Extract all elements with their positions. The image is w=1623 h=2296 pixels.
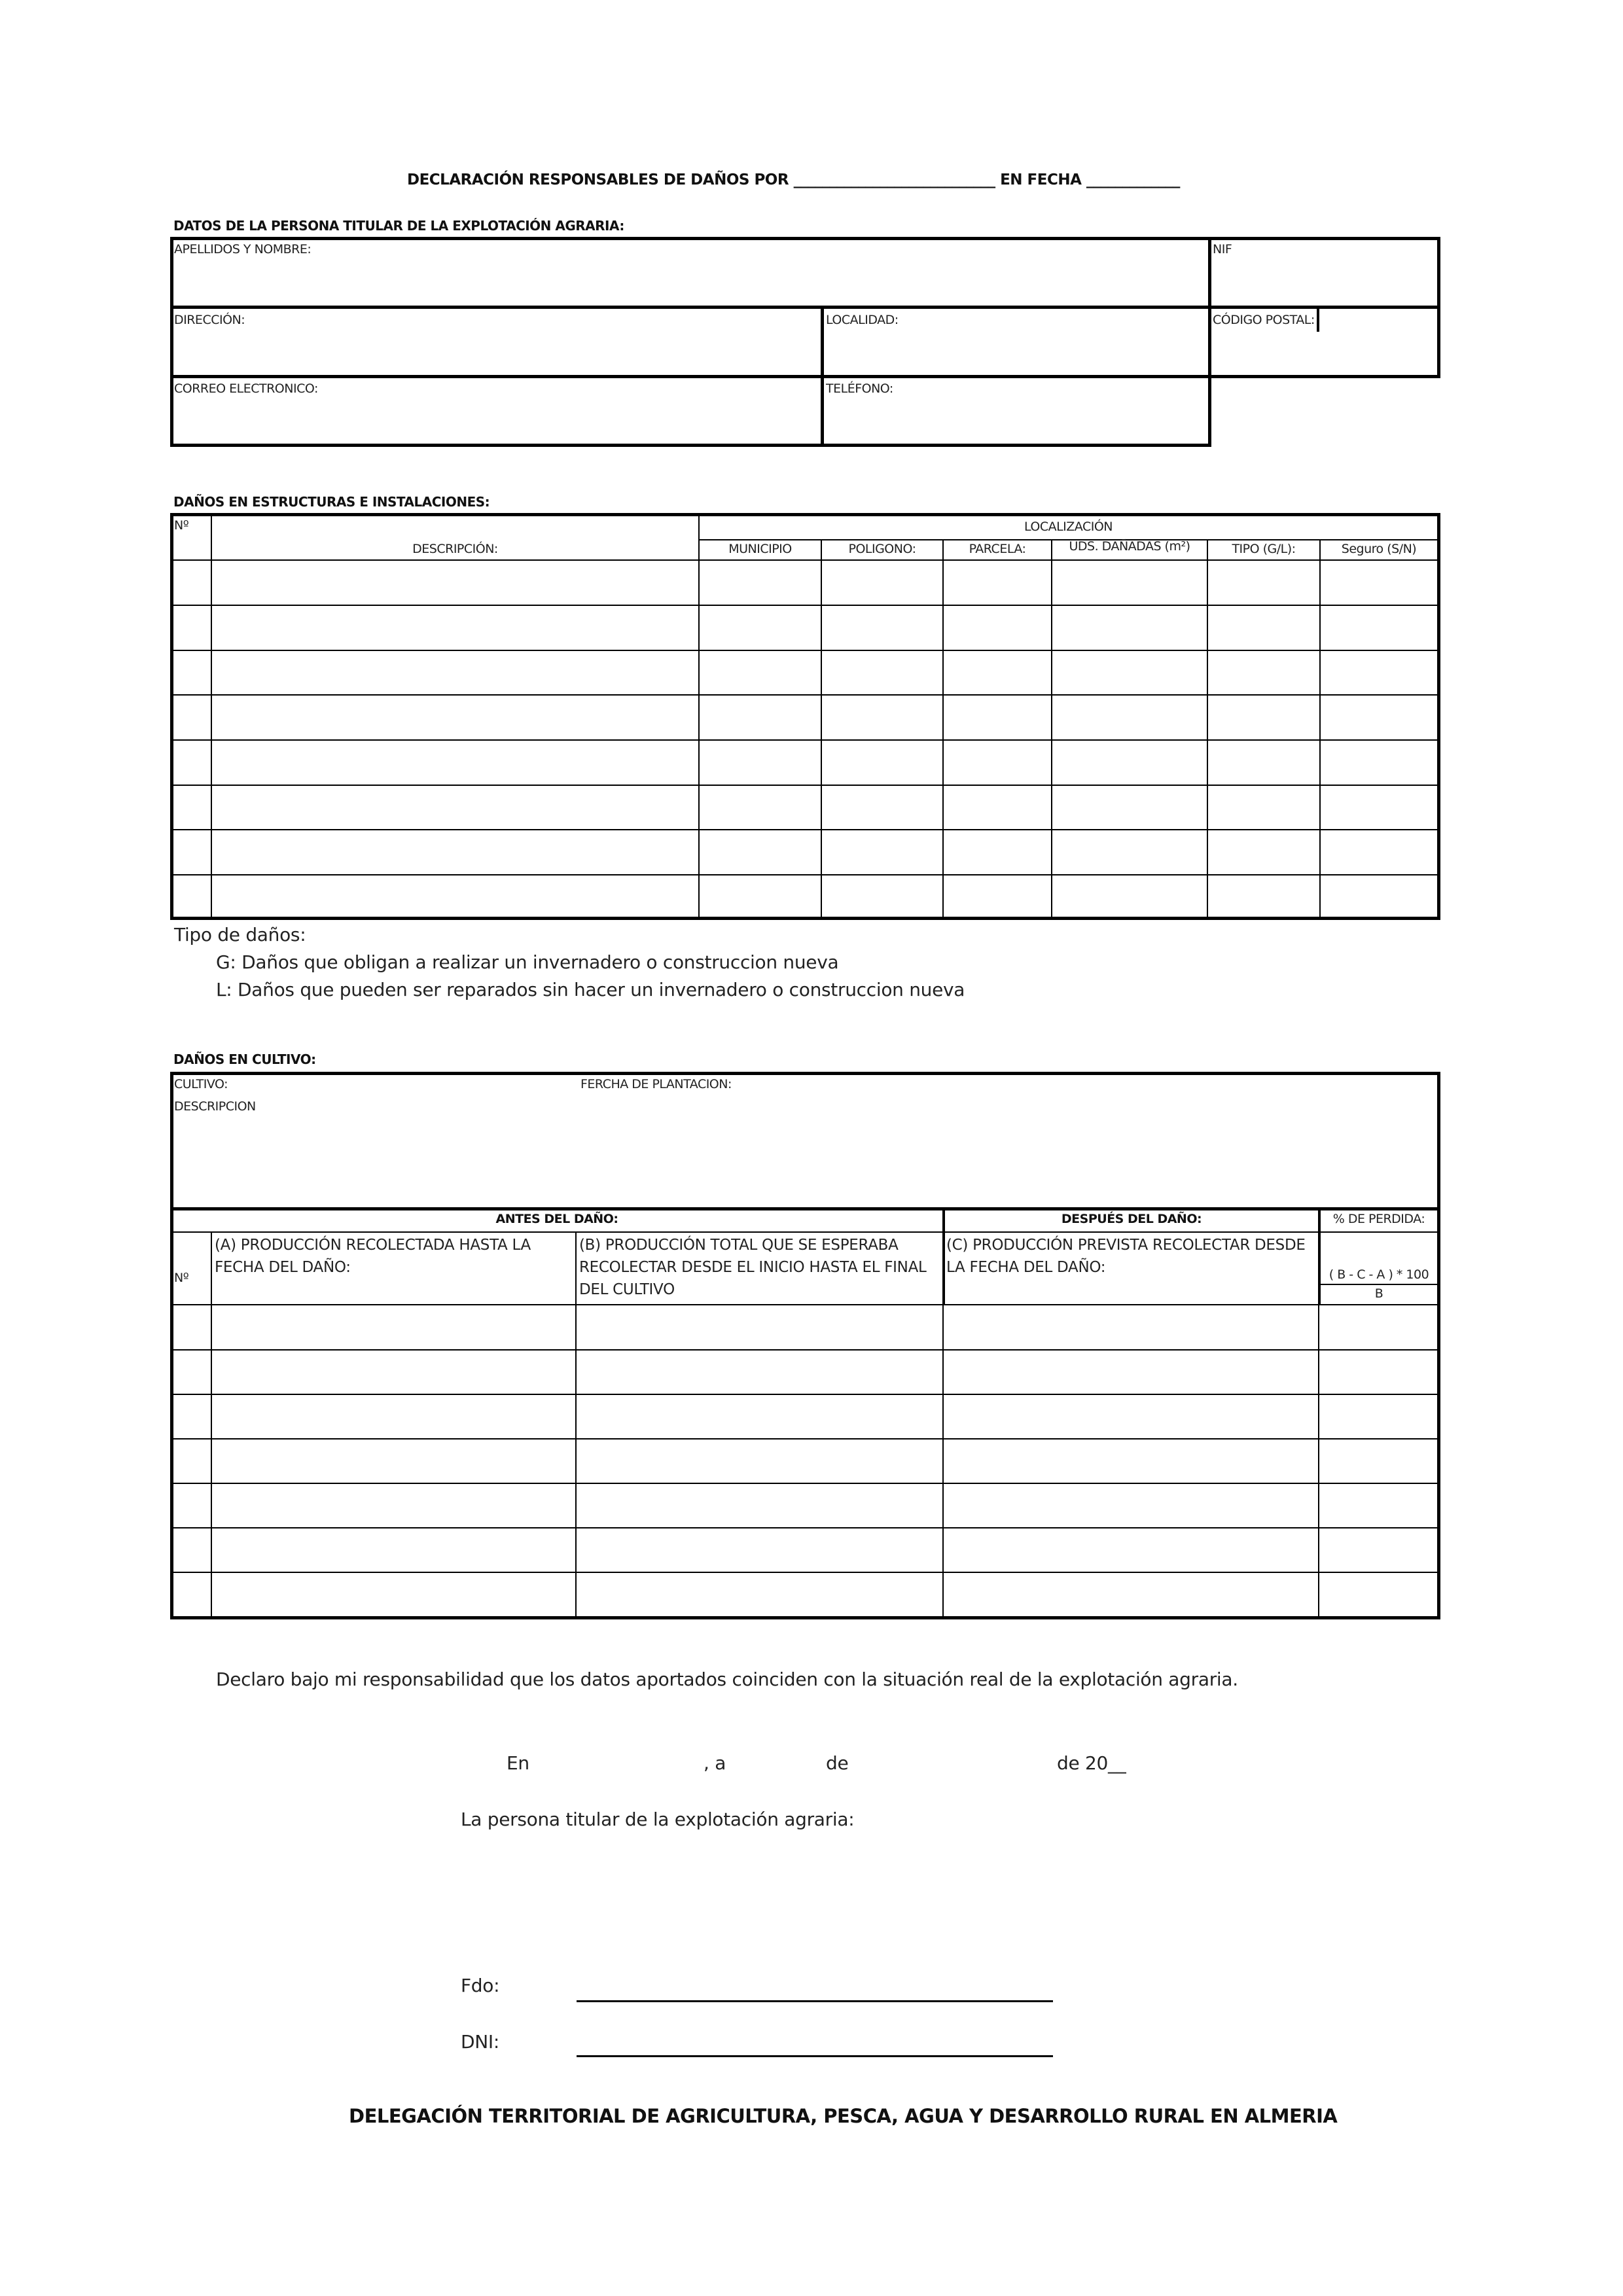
estructuras-cell-tipo[interactable] bbox=[1208, 786, 1319, 828]
estructuras-cell-municipio[interactable] bbox=[700, 830, 821, 872]
cultivo-cell-produccion-b[interactable] bbox=[577, 1484, 942, 1525]
cultivo-cell-perdida[interactable] bbox=[1319, 1484, 1437, 1525]
cultivo-cell-no[interactable] bbox=[171, 1528, 211, 1570]
cultivo-cell-no[interactable] bbox=[171, 1439, 211, 1481]
titular-section-title: DATOS DE LA PERSONA TITULAR DE LA EXPLOTACIÓN AGRARIA: bbox=[173, 218, 624, 234]
cultivo-cell-produccion-b[interactable] bbox=[577, 1351, 942, 1392]
estructuras-cell-parcela[interactable] bbox=[944, 696, 1051, 737]
estructuras-cell-municipio[interactable] bbox=[700, 606, 821, 648]
estructuras-cell-descripcion[interactable] bbox=[212, 561, 698, 603]
cultivo-cell-produccion-c[interactable] bbox=[944, 1484, 1318, 1525]
produccion-c-header: (C) PRODUCCIÓN PREVISTA RECOLECTAR DESDE LA FECHA DEL DAÑO: bbox=[946, 1237, 1306, 1276]
cultivo-cell-produccion-c[interactable] bbox=[944, 1351, 1318, 1392]
estructuras-cell-parcela[interactable] bbox=[944, 651, 1051, 693]
telefono-label: TELÉFONO: bbox=[826, 381, 893, 396]
estructuras-cell-no[interactable] bbox=[171, 651, 211, 693]
page-title: DECLARACIÓN RESPONSABLES DE DAÑOS POR ____________________________ EN FECHA _____________ bbox=[407, 171, 1180, 188]
nif-field[interactable] bbox=[1213, 259, 1434, 302]
cultivo-descripcion-label: DESCRIPCION bbox=[174, 1099, 256, 1114]
parcela-header: PARCELA: bbox=[969, 542, 1026, 556]
fdo-label: Fdo: bbox=[461, 1975, 500, 1996]
estructuras-cell-parcela[interactable] bbox=[944, 875, 1051, 917]
cultivo-cell-produccion-b[interactable] bbox=[577, 1528, 942, 1570]
cultivo-cell-perdida[interactable] bbox=[1319, 1305, 1437, 1347]
cultivo-no-header: Nº bbox=[174, 1271, 189, 1285]
cultivo-cell-no[interactable] bbox=[171, 1484, 211, 1525]
estructuras-cell-tipo[interactable] bbox=[1208, 875, 1319, 917]
estructuras-no-header: Nº bbox=[174, 518, 189, 533]
estructuras-cell-poligono[interactable] bbox=[822, 561, 942, 603]
tipo-danos-title: Tipo de daños: bbox=[174, 924, 306, 945]
localidad-label: LOCALIDAD: bbox=[826, 313, 899, 327]
estructuras-cell-municipio[interactable] bbox=[700, 651, 821, 693]
cultivo-section-title: DAÑOS EN CULTIVO: bbox=[173, 1051, 316, 1067]
estructuras-cell-parcela[interactable] bbox=[944, 606, 1051, 648]
cultivo-cell-produccion-b[interactable] bbox=[577, 1395, 942, 1436]
estructuras-cell-tipo[interactable] bbox=[1208, 741, 1319, 783]
cultivo-cell-produccion-c[interactable] bbox=[944, 1305, 1318, 1347]
perdida-header: % DE PERDIDA: bbox=[1332, 1212, 1425, 1226]
fecha-plantacion-label: FERCHA DE PLANTACION: bbox=[580, 1077, 732, 1091]
estructuras-cell-no[interactable] bbox=[171, 786, 211, 828]
estructuras-cell-uds-danadas[interactable] bbox=[1052, 696, 1207, 737]
correo-label: CORREO ELECTRONICO: bbox=[174, 381, 318, 396]
en-label: En bbox=[507, 1752, 529, 1774]
dni-line[interactable] bbox=[577, 2055, 1053, 2057]
estructuras-cell-seguro[interactable] bbox=[1321, 875, 1437, 917]
uds-danadas-header: UDS. DAÑADAS (m²) bbox=[1069, 539, 1190, 554]
cultivo-cell-perdida[interactable] bbox=[1319, 1573, 1437, 1614]
direccion-field[interactable] bbox=[174, 330, 817, 372]
cultivo-cell-produccion-a[interactable] bbox=[212, 1528, 575, 1570]
estructuras-cell-parcela[interactable] bbox=[944, 741, 1051, 783]
estructuras-cell-no[interactable] bbox=[171, 606, 211, 648]
estructuras-cell-tipo[interactable] bbox=[1208, 651, 1319, 693]
cultivo-cell-produccion-b[interactable] bbox=[577, 1573, 942, 1614]
cultivo-cell-no[interactable] bbox=[171, 1573, 211, 1614]
estructuras-cell-no[interactable] bbox=[171, 696, 211, 737]
cultivo-cell-produccion-c[interactable] bbox=[944, 1573, 1318, 1614]
cultivo-cell-no[interactable] bbox=[171, 1305, 211, 1347]
cultivo-cell-produccion-a[interactable] bbox=[212, 1395, 575, 1436]
estructuras-cell-parcela[interactable] bbox=[944, 561, 1051, 603]
seguro-header: Seguro (S/N) bbox=[1341, 542, 1417, 556]
poligono-header: POLIGONO: bbox=[848, 542, 916, 556]
cultivo-cell-produccion-a[interactable] bbox=[212, 1351, 575, 1392]
estructuras-cell-tipo[interactable] bbox=[1208, 830, 1319, 872]
despues-del-dano-header: DESPUÉS DEL DAÑO: bbox=[1061, 1212, 1202, 1226]
estructuras-cell-poligono[interactable] bbox=[822, 651, 942, 693]
estructuras-descripcion-header: DESCRIPCIÓN: bbox=[412, 542, 498, 556]
telefono-field[interactable] bbox=[826, 398, 1205, 440]
municipio-header: MUNICIPIO bbox=[728, 542, 792, 556]
estructuras-cell-uds-danadas[interactable] bbox=[1052, 606, 1207, 648]
estructuras-cell-uds-danadas[interactable] bbox=[1052, 830, 1207, 872]
cultivo-descripcion-field[interactable] bbox=[174, 1116, 1434, 1204]
cultivo-cell-produccion-a[interactable] bbox=[212, 1573, 575, 1614]
estructuras-cell-seguro[interactable] bbox=[1321, 786, 1437, 828]
cultivo-cell-produccion-c[interactable] bbox=[944, 1395, 1318, 1436]
estructuras-cell-no[interactable] bbox=[171, 561, 211, 603]
apellidos-label: APELLIDOS Y NOMBRE: bbox=[174, 242, 312, 256]
cultivo-cell-perdida[interactable] bbox=[1319, 1439, 1437, 1481]
formula-denominator: B bbox=[1374, 1286, 1383, 1301]
estructuras-cell-poligono[interactable] bbox=[822, 786, 942, 828]
estructuras-cell-poligono[interactable] bbox=[822, 875, 942, 917]
estructuras-cell-descripcion[interactable] bbox=[212, 786, 698, 828]
estructuras-cell-parcela[interactable] bbox=[944, 830, 1051, 872]
estructuras-cell-municipio[interactable] bbox=[700, 786, 821, 828]
estructuras-cell-no[interactable] bbox=[171, 741, 211, 783]
estructuras-cell-municipio[interactable] bbox=[700, 561, 821, 603]
estructuras-cell-descripcion[interactable] bbox=[212, 696, 698, 737]
a-label: , a bbox=[704, 1752, 726, 1774]
estructuras-cell-parcela[interactable] bbox=[944, 786, 1051, 828]
tipo-header: TIPO (G/L): bbox=[1232, 542, 1296, 556]
apellidos-field[interactable] bbox=[174, 259, 1205, 302]
estructuras-cell-tipo[interactable] bbox=[1208, 561, 1319, 603]
cultivo-cell-produccion-c[interactable] bbox=[944, 1528, 1318, 1570]
de-label-1: de bbox=[826, 1752, 849, 1774]
cultivo-cell-produccion-b[interactable] bbox=[577, 1305, 942, 1347]
localidad-field[interactable] bbox=[826, 330, 1205, 372]
formula-numerator: ( B - C - A ) * 100 bbox=[1329, 1267, 1429, 1282]
cultivo-cell-perdida[interactable] bbox=[1319, 1351, 1437, 1392]
localizacion-header: LOCALIZACIÓN bbox=[1024, 520, 1113, 534]
estructuras-section-title: DAÑOS EN ESTRUCTURAS E INSTALACIONES: bbox=[173, 494, 490, 510]
estructuras-cell-descripcion[interactable] bbox=[212, 875, 698, 917]
estructuras-cell-tipo[interactable] bbox=[1208, 696, 1319, 737]
estructuras-cell-poligono[interactable] bbox=[822, 741, 942, 783]
nif-label: NIF bbox=[1213, 242, 1232, 256]
estructuras-cell-uds-danadas[interactable] bbox=[1052, 651, 1207, 693]
estructuras-cell-municipio[interactable] bbox=[700, 696, 821, 737]
estructuras-cell-uds-danadas[interactable] bbox=[1052, 786, 1207, 828]
tipo-danos-l: L: Daños que pueden ser reparados sin hacer un invernadero o construccion nueva bbox=[216, 979, 965, 1000]
estructuras-cell-no[interactable] bbox=[171, 830, 211, 872]
estructuras-cell-descripcion[interactable] bbox=[212, 741, 698, 783]
estructuras-cell-descripcion[interactable] bbox=[212, 830, 698, 872]
antes-del-dano-header: ANTES DEL DAÑO: bbox=[495, 1212, 618, 1226]
fdo-signature-line[interactable] bbox=[577, 2000, 1053, 2002]
footer-delegacion: DELEGACIÓN TERRITORIAL DE AGRICULTURA, PESCA, AGUA Y DESARROLLO RURAL EN ALMERIA bbox=[349, 2105, 1338, 2127]
produccion-b-header: (B) PRODUCCIÓN TOTAL QUE SE ESPERABA RECOLECTAR DESDE EL INICIO HASTA EL FINAL DEL CULTIVO bbox=[579, 1237, 927, 1298]
tipo-danos-g: G: Daños que obligan a realizar un invernadero o construccion nueva bbox=[216, 951, 839, 973]
estructuras-cell-municipio[interactable] bbox=[700, 875, 821, 917]
cultivo-cell-perdida[interactable] bbox=[1319, 1395, 1437, 1436]
de-label-2: de 20__ bbox=[1057, 1752, 1126, 1774]
estructuras-cell-uds-danadas[interactable] bbox=[1052, 561, 1207, 603]
estructuras-cell-poligono[interactable] bbox=[822, 606, 942, 648]
estructuras-cell-poligono[interactable] bbox=[822, 696, 942, 737]
estructuras-cell-no[interactable] bbox=[171, 875, 211, 917]
cultivo-cell-produccion-a[interactable] bbox=[212, 1439, 575, 1481]
dni-label: DNI: bbox=[461, 2031, 499, 2053]
codigo-postal-field[interactable] bbox=[1213, 334, 1434, 372]
estructuras-cell-poligono[interactable] bbox=[822, 830, 942, 872]
estructuras-cell-tipo[interactable] bbox=[1208, 606, 1319, 648]
cultivo-cell-no[interactable] bbox=[171, 1351, 211, 1392]
estructuras-cell-seguro[interactable] bbox=[1321, 561, 1437, 603]
estructuras-cell-seguro[interactable] bbox=[1321, 606, 1437, 648]
estructuras-cell-seguro[interactable] bbox=[1321, 696, 1437, 737]
cultivo-cell-no[interactable] bbox=[171, 1395, 211, 1436]
estructuras-cell-descripcion[interactable] bbox=[212, 606, 698, 648]
direccion-label: DIRECCIÓN: bbox=[174, 313, 245, 327]
estructuras-cell-seguro[interactable] bbox=[1321, 830, 1437, 872]
estructuras-cell-municipio[interactable] bbox=[700, 741, 821, 783]
correo-field[interactable] bbox=[174, 398, 817, 440]
estructuras-cell-seguro[interactable] bbox=[1321, 651, 1437, 693]
cultivo-cell-produccion-b[interactable] bbox=[577, 1439, 942, 1481]
estructuras-cell-descripcion[interactable] bbox=[212, 651, 698, 693]
codigo-postal-label: CÓDIGO POSTAL: bbox=[1213, 313, 1315, 327]
estructuras-cell-seguro[interactable] bbox=[1321, 741, 1437, 783]
cultivo-cell-produccion-a[interactable] bbox=[212, 1484, 575, 1525]
estructuras-cell-uds-danadas[interactable] bbox=[1052, 875, 1207, 917]
estructuras-cell-uds-danadas[interactable] bbox=[1052, 741, 1207, 783]
cultivo-cell-perdida[interactable] bbox=[1319, 1528, 1437, 1570]
cultivo-cell-produccion-a[interactable] bbox=[212, 1305, 575, 1347]
cultivo-cell-produccion-c[interactable] bbox=[944, 1439, 1318, 1481]
cultivo-label: CULTIVO: bbox=[174, 1077, 228, 1091]
declaracion-text: Declaro bajo mi responsabilidad que los datos aportados coinciden con la situación real de la explotación agraria. bbox=[216, 1669, 1238, 1690]
produccion-a-header: (A) PRODUCCIÓN RECOLECTADA HASTA LA FECHA DEL DAÑO: bbox=[215, 1237, 531, 1276]
persona-titular-label: La persona titular de la explotación agraria: bbox=[461, 1809, 855, 1830]
